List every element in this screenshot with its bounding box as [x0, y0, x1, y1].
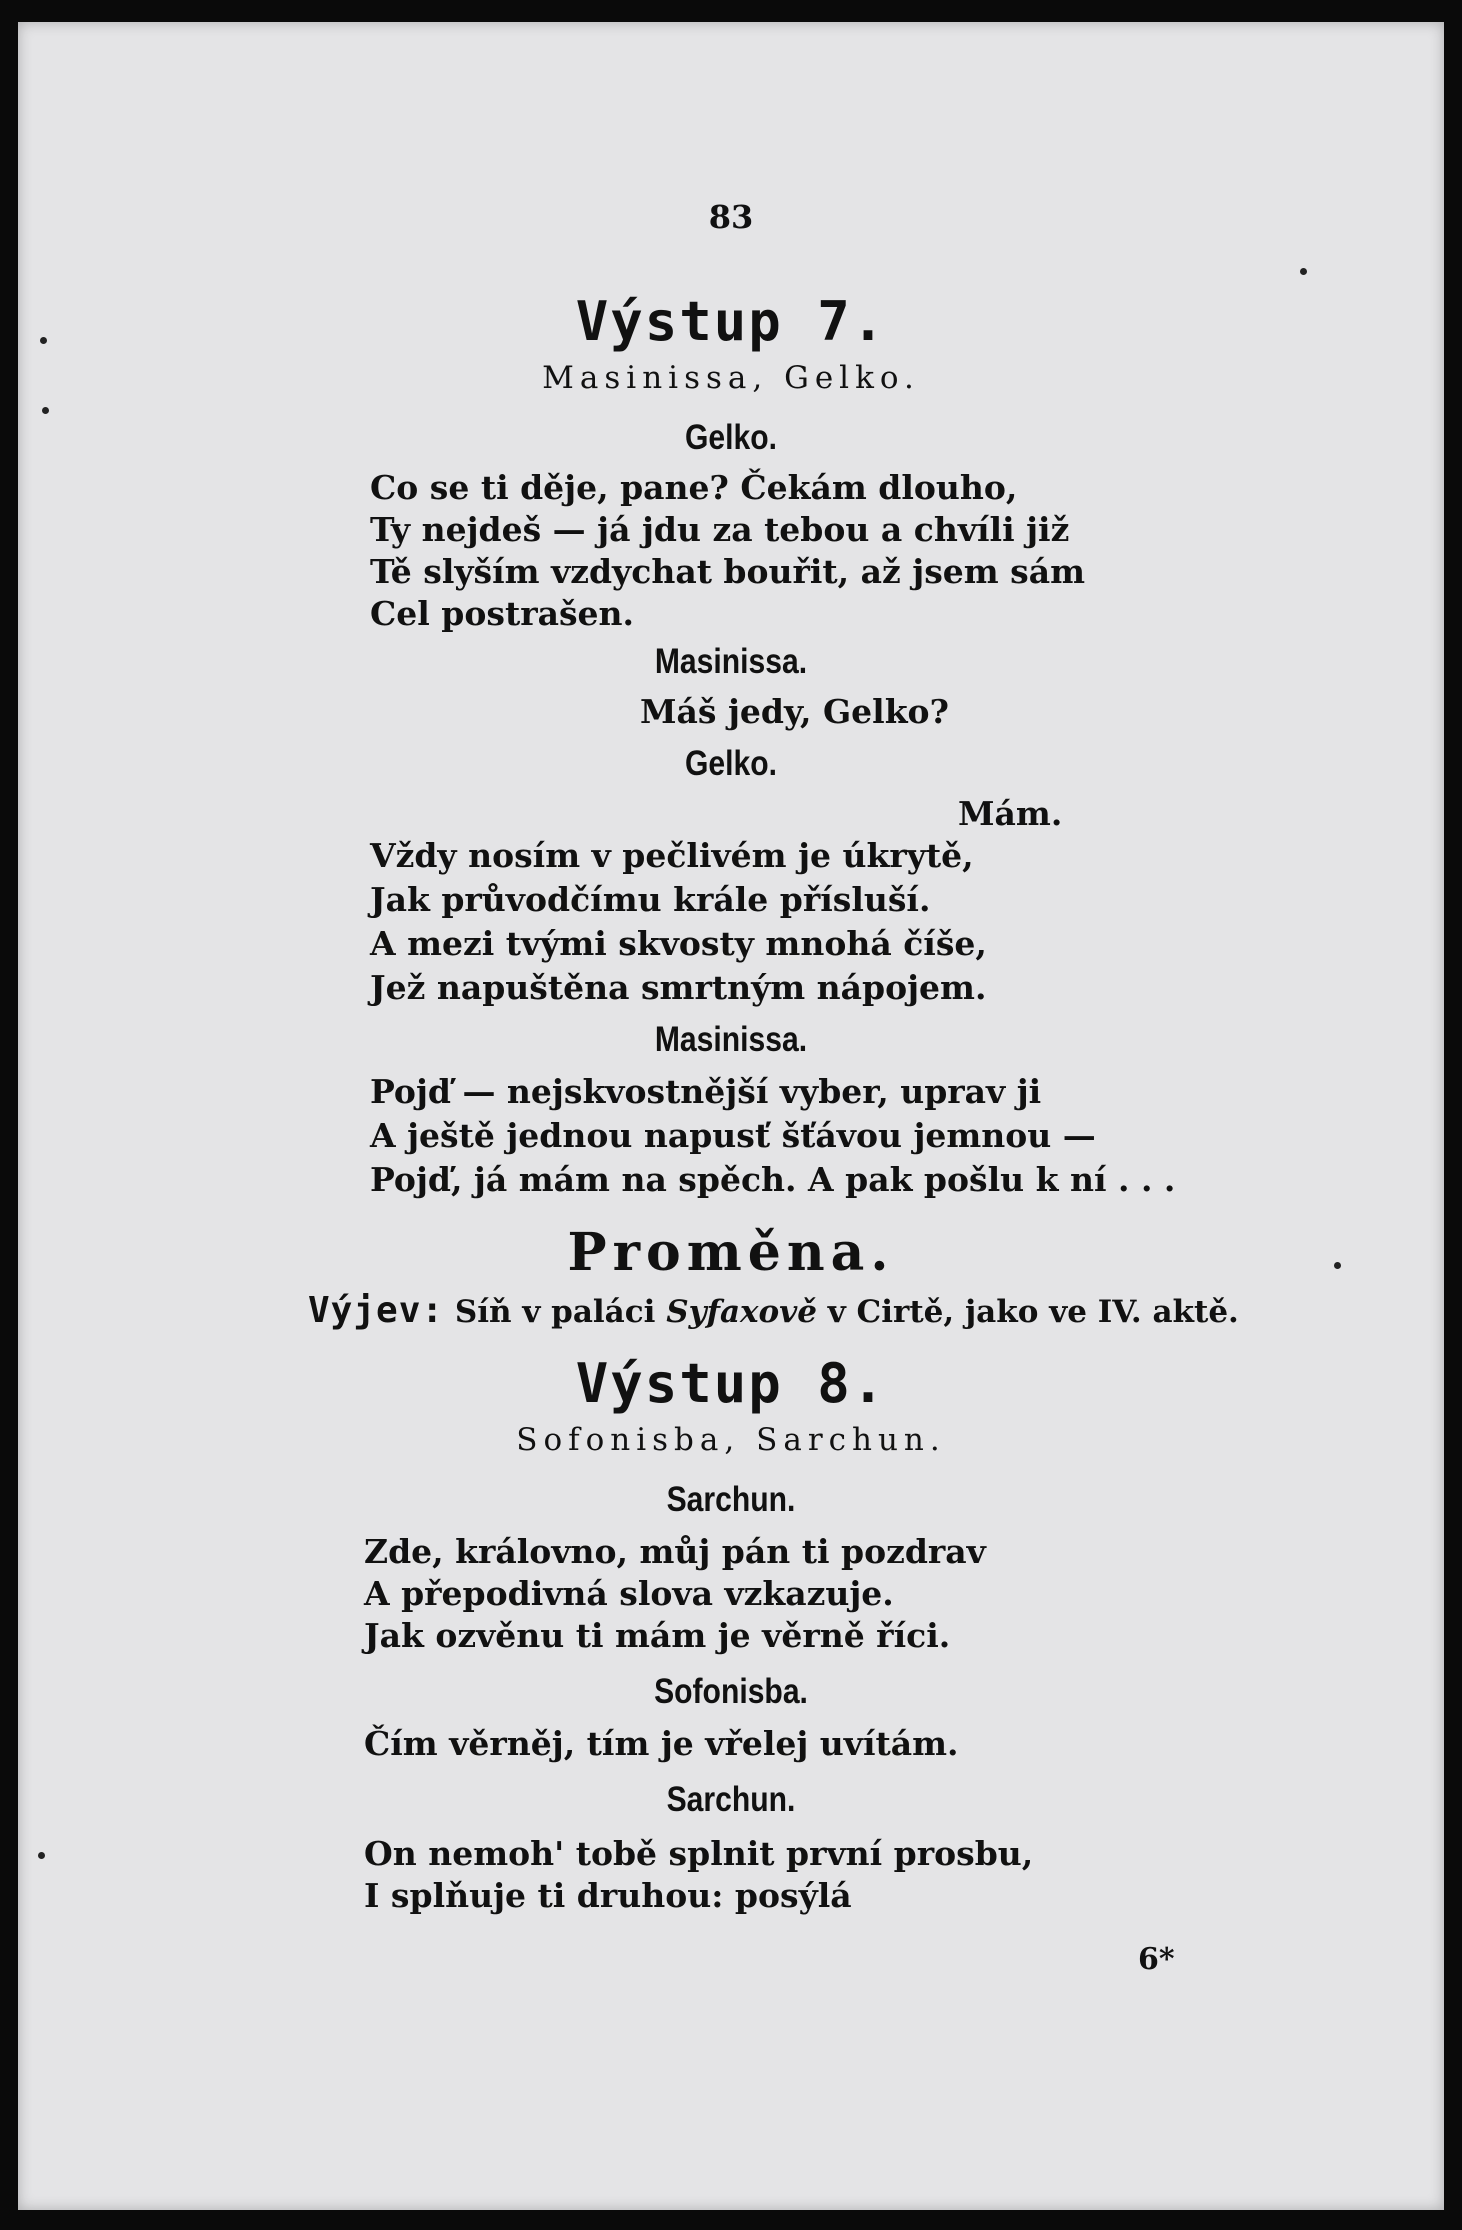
- verse-line: Zde, královno, můj pán ti pozdrav: [364, 1532, 986, 1571]
- signature-mark: 6*: [1138, 1942, 1175, 1977]
- verse-line: A přepodivná slova vzkazuje.: [364, 1574, 894, 1613]
- speaker-masinissa: Masinissa.: [654, 1020, 808, 1059]
- speaker-sarchun: Sarchun.: [666, 1480, 796, 1519]
- book-page: [18, 22, 1444, 2210]
- scene-7-heading: Výstup 7.: [575, 290, 887, 353]
- verse-line: Tě slyším vzdychat bouřit, až jsem sám: [370, 552, 1086, 591]
- verse-line: Ty nejdeš — já jdu za tebou a chvíli již: [370, 510, 1070, 549]
- verse-line: Mám.: [958, 794, 1063, 833]
- verse-line: Jak průvodčímu krále přísluší.: [370, 880, 931, 919]
- scene-text-post: v Cirtě, jako ve IV. aktě.: [816, 1294, 1239, 1330]
- verse-line: A ještě jednou napusť šťávou jemnou —: [370, 1116, 1096, 1155]
- speaker-sarchun: Sarchun.: [666, 1780, 796, 1819]
- scene-description: [308, 1290, 1239, 1331]
- verse-line: A mezi tvými skvosty mnohá číše,: [370, 924, 987, 963]
- speck: [40, 337, 47, 344]
- scene-8-cast: Sofonisba, Sarchun.: [516, 1422, 946, 1458]
- verse-line: I splňuje ti druhou: posýlá: [364, 1876, 852, 1915]
- scene-8-heading: Výstup 8.: [575, 1352, 887, 1415]
- verse-line: Máš jedy, Gelko?: [640, 692, 949, 731]
- scene-text-pre: Síň v paláci: [444, 1294, 667, 1330]
- verse-line: Pojď — nejskvostnější vyber, uprav ji: [370, 1072, 1042, 1111]
- speck: [38, 1852, 45, 1859]
- speck: [1334, 1262, 1341, 1269]
- scene-label: Výjev:: [308, 1290, 445, 1331]
- verse-line: Čím věrněj, tím je vřelej uvítám.: [364, 1724, 959, 1763]
- speck: [42, 407, 49, 414]
- scene-7-cast: Masinissa, Gelko.: [542, 360, 920, 396]
- verse-line: On nemoh' tobě splnit první prosbu,: [364, 1834, 1034, 1873]
- verse-line: Vždy nosím v pečlivém je úkrytě,: [370, 836, 974, 875]
- speck: [1300, 268, 1307, 275]
- speaker-sofonisba: Sofonisba.: [654, 1672, 808, 1711]
- verse-line: Pojď, já mám na spěch. A pak pošlu k ní . . .: [370, 1160, 1176, 1199]
- promena-title: Proměna.: [567, 1222, 895, 1283]
- verse-line: Co se ti děje, pane? Čekám dlouho,: [370, 468, 1018, 507]
- verse-line: Jak ozvěnu ti mám je věrně říci.: [364, 1616, 951, 1655]
- verse-line: Cel postrašen.: [370, 594, 635, 633]
- page-number: 83: [708, 198, 754, 236]
- speaker-gelko: Gelko.: [684, 744, 777, 783]
- speaker-gelko: Gelko.: [684, 418, 777, 457]
- speaker-masinissa: Masinissa.: [654, 642, 808, 681]
- verse-line: Jež napuštěna smrtným nápojem.: [370, 968, 987, 1007]
- scene-text-italic: Syfaxově: [666, 1294, 817, 1330]
